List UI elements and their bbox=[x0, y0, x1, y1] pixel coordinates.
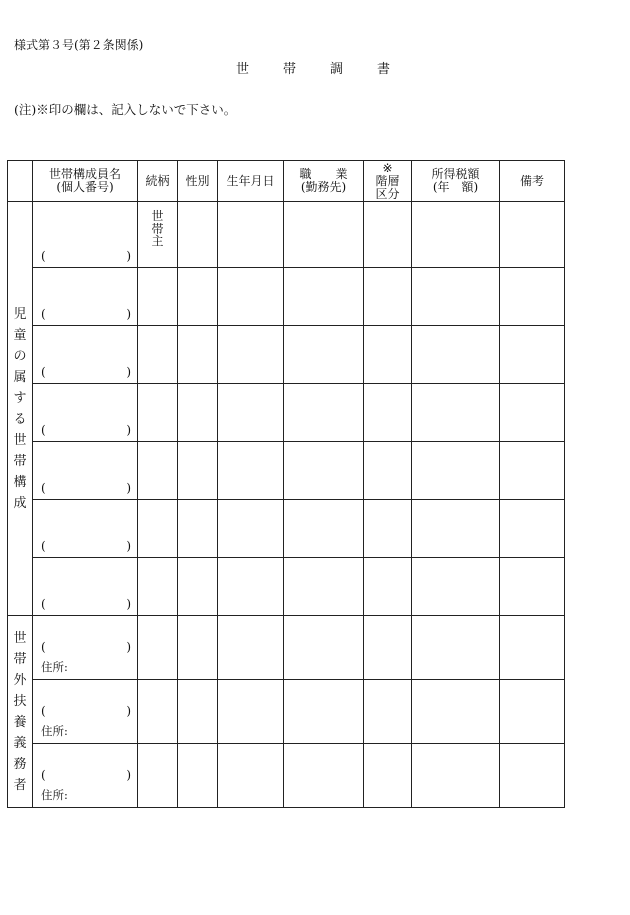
member-name-field[interactable]: ( ) bbox=[33, 500, 138, 558]
birthdate-field[interactable] bbox=[218, 268, 284, 326]
relation-head-of-household: 世 帯 主 bbox=[138, 202, 178, 268]
income-tax-field[interactable] bbox=[412, 384, 500, 442]
household-survey-table bbox=[7, 160, 565, 808]
occupation-field[interactable] bbox=[284, 616, 364, 680]
tier-field bbox=[364, 500, 412, 558]
relation-field[interactable] bbox=[138, 744, 178, 808]
income-tax-field[interactable] bbox=[412, 442, 500, 500]
income-tax-field[interactable] bbox=[412, 744, 500, 808]
supporter-row bbox=[8, 680, 565, 744]
supporter-name-field[interactable]: ( ) 住所: bbox=[33, 680, 138, 744]
title-char: 帯 bbox=[283, 62, 297, 77]
sex-field[interactable] bbox=[178, 202, 218, 268]
sex-field[interactable] bbox=[178, 268, 218, 326]
occupation-field[interactable] bbox=[284, 442, 364, 500]
income-tax-field[interactable] bbox=[412, 558, 500, 616]
household-row bbox=[8, 326, 565, 384]
sex-field[interactable] bbox=[178, 326, 218, 384]
tier-field bbox=[364, 680, 412, 744]
income-tax-field[interactable] bbox=[412, 202, 500, 268]
birthdate-field[interactable] bbox=[218, 500, 284, 558]
header-birthdate: 生年月日 bbox=[218, 161, 284, 202]
header-row bbox=[8, 161, 565, 202]
remarks-field[interactable] bbox=[500, 558, 565, 616]
relation-field[interactable] bbox=[138, 616, 178, 680]
household-row bbox=[8, 442, 565, 500]
member-name-field[interactable]: ( ) bbox=[33, 558, 138, 616]
sex-field[interactable] bbox=[178, 500, 218, 558]
member-name-field[interactable]: ( ) bbox=[33, 384, 138, 442]
birthdate-field[interactable] bbox=[218, 442, 284, 500]
relation-field[interactable] bbox=[138, 558, 178, 616]
sex-field[interactable] bbox=[178, 680, 218, 744]
occupation-field[interactable] bbox=[284, 680, 364, 744]
remarks-field[interactable] bbox=[500, 616, 565, 680]
remarks-field[interactable] bbox=[500, 442, 565, 500]
remarks-field[interactable] bbox=[500, 268, 565, 326]
address-label: 住所: bbox=[41, 660, 68, 674]
supporter-row bbox=[8, 744, 565, 808]
sex-field[interactable] bbox=[178, 558, 218, 616]
tier-field bbox=[364, 558, 412, 616]
member-name-field[interactable]: ( ) bbox=[33, 202, 138, 268]
occupation-field[interactable] bbox=[284, 202, 364, 268]
birthdate-field[interactable] bbox=[218, 680, 284, 744]
occupation-field[interactable] bbox=[284, 558, 364, 616]
member-name-field[interactable]: ( ) bbox=[33, 326, 138, 384]
occupation-field[interactable] bbox=[284, 326, 364, 384]
income-tax-field[interactable] bbox=[412, 268, 500, 326]
tier-field bbox=[364, 326, 412, 384]
occupation-field[interactable] bbox=[284, 268, 364, 326]
birthdate-field[interactable] bbox=[218, 744, 284, 808]
address-label: 住所: bbox=[41, 788, 68, 802]
tier-field bbox=[364, 384, 412, 442]
remarks-field[interactable] bbox=[500, 744, 565, 808]
header-relationship: 続柄 bbox=[138, 161, 178, 202]
outside-supporter-section-label: 世 帯 外 扶 養 義 務 者 bbox=[8, 616, 33, 808]
header-tier: ※ 階層 区分 bbox=[364, 161, 412, 202]
remarks-field[interactable] bbox=[500, 500, 565, 558]
household-row bbox=[8, 500, 565, 558]
income-tax-field[interactable] bbox=[412, 326, 500, 384]
address-label: 住所: bbox=[41, 724, 68, 738]
household-row bbox=[8, 202, 565, 268]
occupation-field[interactable] bbox=[284, 500, 364, 558]
instruction-note: (注)※印の欄は、記入しないで下さい。 bbox=[14, 102, 237, 117]
birthdate-field[interactable] bbox=[218, 202, 284, 268]
sex-field[interactable] bbox=[178, 384, 218, 442]
relation-field[interactable] bbox=[138, 442, 178, 500]
sex-field[interactable] bbox=[178, 442, 218, 500]
header-remarks: 備考 bbox=[500, 161, 565, 202]
relation-field[interactable] bbox=[138, 326, 178, 384]
tier-field bbox=[364, 268, 412, 326]
tier-field bbox=[364, 202, 412, 268]
member-name-field[interactable]: ( ) bbox=[33, 268, 138, 326]
header-sex: 性別 bbox=[178, 161, 218, 202]
title-char: 世 bbox=[236, 62, 250, 77]
relation-field[interactable] bbox=[138, 680, 178, 744]
household-row bbox=[8, 268, 565, 326]
remarks-field[interactable] bbox=[500, 326, 565, 384]
supporter-name-field[interactable]: ( ) 住所: bbox=[33, 616, 138, 680]
household-row bbox=[8, 384, 565, 442]
birthdate-field[interactable] bbox=[218, 616, 284, 680]
header-member-name: 世帯構成員名 (個人番号) bbox=[33, 161, 138, 202]
birthdate-field[interactable] bbox=[218, 326, 284, 384]
header-occupation: 職 業 (勤務先) bbox=[284, 161, 364, 202]
title-char: 書 bbox=[377, 62, 391, 77]
relation-field[interactable] bbox=[138, 500, 178, 558]
birthdate-field[interactable] bbox=[218, 558, 284, 616]
income-tax-field[interactable] bbox=[412, 616, 500, 680]
tier-field bbox=[364, 616, 412, 680]
remarks-field[interactable] bbox=[500, 384, 565, 442]
sex-field[interactable] bbox=[178, 744, 218, 808]
header-income-tax: 所得税額 (年 額) bbox=[412, 161, 500, 202]
occupation-field[interactable] bbox=[284, 744, 364, 808]
tier-field bbox=[364, 442, 412, 500]
occupation-field[interactable] bbox=[284, 384, 364, 442]
title-char: 調 bbox=[330, 62, 344, 77]
corner-cell bbox=[8, 161, 33, 202]
remarks-field[interactable] bbox=[500, 680, 565, 744]
household-section-label: 児 童 の 属 す る 世 帯 構 成 bbox=[8, 202, 33, 616]
supporter-name-field[interactable]: ( ) 住所: bbox=[33, 744, 138, 808]
supporter-row bbox=[8, 616, 565, 680]
birthdate-field[interactable] bbox=[218, 384, 284, 442]
income-tax-field[interactable] bbox=[412, 500, 500, 558]
relation-field[interactable] bbox=[138, 384, 178, 442]
income-tax-field[interactable] bbox=[412, 680, 500, 744]
household-row bbox=[8, 558, 565, 616]
document-title bbox=[236, 58, 424, 77]
member-name-field[interactable]: ( ) bbox=[33, 442, 138, 500]
tier-field bbox=[364, 744, 412, 808]
form-number: 様式第３号(第２条関係) bbox=[14, 38, 144, 52]
relation-field[interactable] bbox=[138, 268, 178, 326]
sex-field[interactable] bbox=[178, 616, 218, 680]
remarks-field[interactable] bbox=[500, 202, 565, 268]
